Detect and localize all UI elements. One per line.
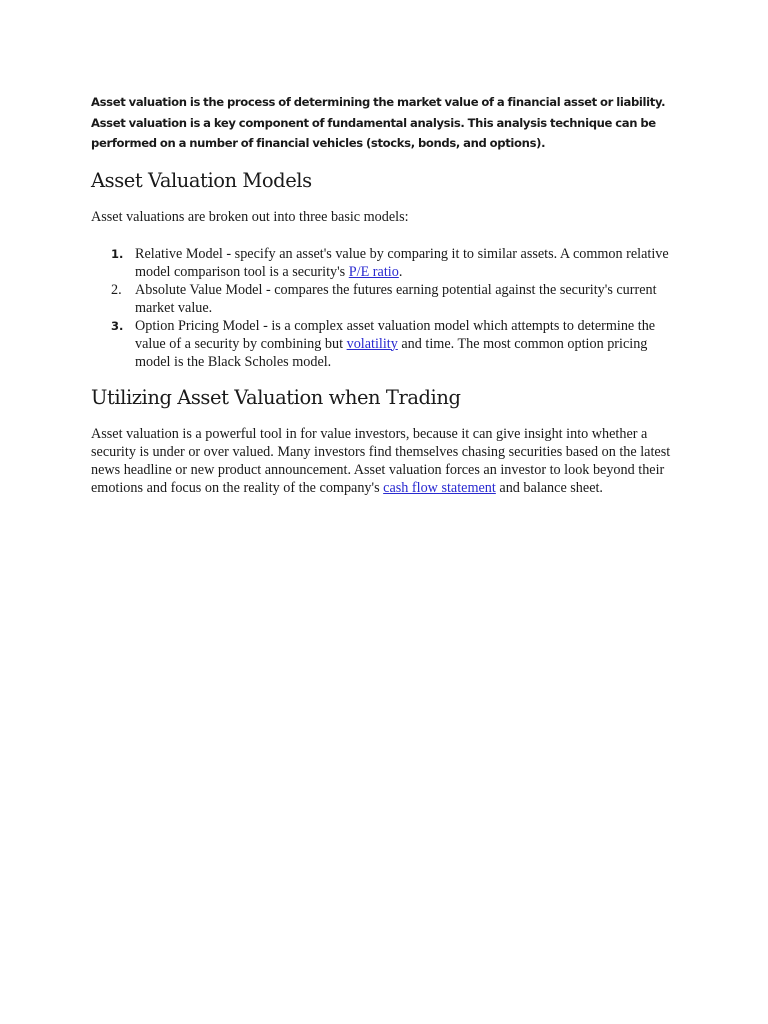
list-number: 1.: [111, 246, 124, 261]
models-list: [91, 245, 681, 371]
list-item-text: Absolute Value Model - compares the futures earning potential against the security's current market value.: [135, 281, 657, 316]
volatility-link[interactable]: volatility: [346, 335, 398, 352]
trading-text-tail: and balance sheet.: [495, 479, 603, 496]
trading-paragraph: [91, 425, 681, 497]
list-item-text: Relative Model - specify an asset's value by comparing it to similar assets. A common relative model comparison tool is a security's: [135, 245, 669, 280]
document-page: [91, 92, 681, 497]
cash-flow-statement-link[interactable]: cash flow statement: [383, 479, 496, 496]
list-item-text-tail: and time. The most common option pricing model is the Black Scholes model.: [135, 335, 648, 370]
intro-paragraph: Asset valuation is the process of determining the market value of a financial asset or liability. Asset valuation is a key component of fundamental analysis. This analysis technique can be performed on a number of financial vehicles (stocks, bonds, and options).: [91, 95, 666, 150]
list-number: 2.: [111, 281, 122, 298]
section-heading-models: Asset Valuation Models: [91, 168, 312, 192]
list-item-text-tail: .: [398, 263, 403, 280]
list-item: [91, 281, 681, 317]
list-item-text: Option Pricing Model - is a complex asset valuation model which attempts to determine the value of a security by combining but: [135, 317, 656, 352]
list-item: [91, 317, 681, 371]
list-number: 3.: [111, 318, 124, 333]
models-lead-text: Asset valuations are broken out into three basic models:: [91, 208, 409, 225]
section-heading-trading: Utilizing Asset Valuation when Trading: [91, 385, 461, 409]
pe-ratio-link[interactable]: P/E ratio: [348, 263, 399, 280]
trading-text: Asset valuation is a powerful tool in for value investors, because it can give insight into whether a security is under or over valued. Many investors find themselves chasing securities based on the latest news headline or new product announcement. Asset valuation forces an investor to look beyond their emotions and focus on the reality of the company's: [91, 425, 671, 496]
list-item: [91, 245, 681, 281]
